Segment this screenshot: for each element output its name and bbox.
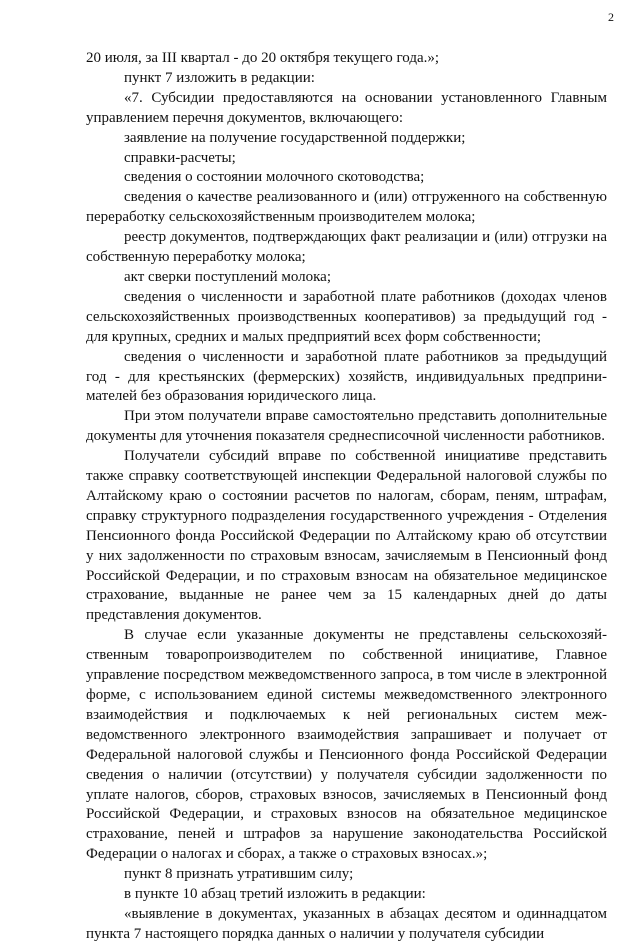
- paragraph: 20 июля, за III квартал - до 20 октября текущего года.»;: [86, 50, 440, 66]
- paragraph: реестр документов, подтверждающих факт реализации и (или) отгрузки на собственную переработку молока;: [86, 229, 607, 266]
- paragraph: в пункте 10 абзац третий изложить в редакции:: [124, 886, 426, 903]
- paragraph: пункт 7 изложить в редакции:: [124, 69, 315, 86]
- paragraph: сведения о численности и заработной плате работников (доходах членов сельскохозяйственных производственных кооперативов) за предыдущий год - для крупных, средних и малых предприятий всех форм собственности;: [86, 288, 607, 345]
- paragraph: «выявление в документах, указанных в абзацах десятом и одиннадцатом пункта 7 настоящего порядка данных о наличии у получателя субсидии: [86, 905, 607, 942]
- paragraph: акт сверки поступлений молока;: [124, 268, 332, 285]
- paragraph: сведения о численности и заработной плате работников за предыдущий год - для крестьянских (фермерских) хозяйств, индивидуальных предпринимателей без образования юридического лица.: [86, 348, 607, 405]
- paragraph: сведения о качестве реализованного и (или) отгруженного на собственную переработку сельскохозяйственным производителем молока;: [86, 189, 607, 226]
- page-number: 2: [608, 10, 614, 24]
- paragraph: сведения о состоянии молочного скотоводства;: [124, 169, 425, 186]
- paragraph: справки-расчеты;: [124, 149, 236, 166]
- paragraph: «7. Субсидии предоставляются на основании установленного Главным управлением перечня документов, включающего:: [86, 89, 607, 126]
- paragraph: Получатели субсидий вправе по собственной инициативе представить также справку соответствующей инспекции Федеральной налоговой службы по Алтайскому краю о состоянии расчетов по налогам, сборам, пеням, штрафам, справку структурного подразделения государственного учреждения - Отделения Пенсионного фонда Российской Федерации по Алтайскому краю об отсутствии у них задолженности по страховым взносам, зачисляемым в Пенсионный фонд Российской Федерации, и по страховым взносам на обязательное медицинское страхование, выданные не ранее чем за 15 календарных дней до даты представления документов.: [86, 448, 607, 624]
- paragraph: В случае если указанные документы не представлены сельскохозяйственным товаропроизводителем по собственной инициативе, Главное управление посредством межведомственного запроса, в том числе в электронной форме, с использованием единой системы межведомственного электронного взаимодействия и подключаемых к ней региональных систем межведомственного электронного взаимодействия запрашивает и получает от Федеральной налоговой службы и Пенсионного фонда Российской Федерации сведения о наличии (отсутствии) у получателя субсидии задолженности по уплате налогов, сборов, страховых взносов, зачисляемых в Пенсионный фонд Российской Федерации, и страховых взносов на обязательное медицинское страхование, пеней и штрафов за нарушение законодательства Российской Федерации о налогах и сборах, а также о страховых взносах.»;: [86, 627, 607, 863]
- paragraph: пункт 8 признать утратившим силу;: [124, 866, 354, 883]
- paragraph: заявление на получение государственной поддержки;: [124, 129, 466, 146]
- document-text-body: [86, 49, 607, 945]
- paragraph: При этом получатели вправе самостоятельно представить дополнительные документы для уточнения показателя среднесписочной численности работников.: [86, 408, 607, 445]
